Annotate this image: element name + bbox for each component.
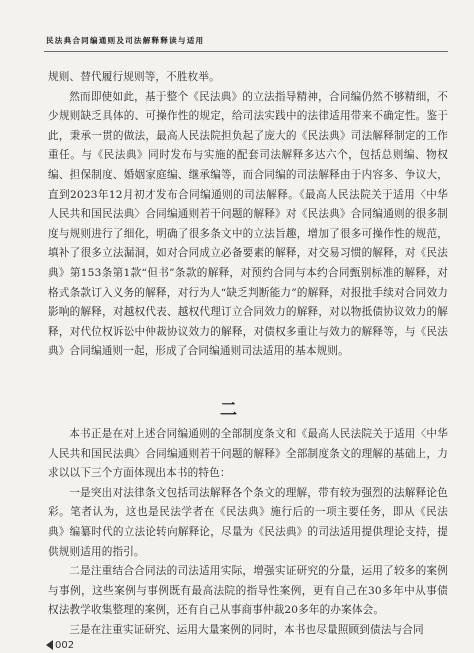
paragraph-feature-three: 三是在注重实证研究、运用大量案例的同时，本书也尽量照顾到债法与合同 bbox=[69, 623, 424, 636]
paragraph-feature-one: 一是突出对法律条文包括司法解释各个条文的理解，带有较为强烈的法解释论色彩。笔者认为，这也是民法学者在《民法典》施行后的一项主要任务，即从《民法典》编纂时代的立法论转向解释论，尽量为《民法典》的司法适用提供理论支持，提供规则适用的指引。 bbox=[48, 486, 448, 558]
page-number bbox=[46, 640, 74, 651]
page-number-text: 002 bbox=[55, 640, 75, 651]
text-block-upper bbox=[48, 68, 448, 362]
paragraph-feature-two: 二是注重结合合同法的司法适用实际，增强实证研究的分量，运用了较多的案例与事例，这些案例与事例既有最高法院的指导性案例，更有自己在30多年中从事债权法教学收集整理的案例，还有自己从事商事仲裁20多年的办案体会。 bbox=[48, 565, 448, 617]
text-block-lower bbox=[48, 425, 448, 641]
section-number: 二 bbox=[220, 400, 237, 420]
paragraph-continuation: 规则、替代履行规则等，不胜枚举。 bbox=[48, 71, 220, 83]
paragraph-judicial-interpretation: 然而即使如此，基于整个《民法典》的立法指导精神，合同编仍然不够精细，不少规则缺乏具体的、可操作性的规定，给司法实践中的法律适用带来不确定性。鉴于此，秉承一贯的做法，最高人民法院担负起了庞大的《民法典》司法解释制定的工作重任。与《民法典》同时发布与实施的配套司法解释多达六个，包括总则编、物权编、担保制度、婚姻家庭编、继承编等，而合同编的司法解释由于内容多、争议大，直到2023年12月初才发布合同编通则的司法解释。《最高人民法院关于适用〈中华人民共和国民法典〉合同编通则若干问题的解释》对《民法典》合同编通则的很多制度与规则进行了细化，明确了很多条文中的立法旨趣，增加了很多可操作性的规范，填补了很多立法漏洞，如对合同成立必备要素的解释，对交易习惯的解释，对《民法典》第153条第1款“但书”条款的解释，对预约合同与本约合同甄别标准的解释，对格式条款订入义务的解释，对行为人“缺乏判断能力”的解释，对报批手续对合同效力影响的解释，对越权代表、越权代理订立合同效力的解释，对以物抵债协议效力的解释，对代位权诉讼中仲裁协议效力的解释，对债权多重让与效力的解释等，与《民法典》合同编通则一起，形成了合同编通则司法适用的基本规则。 bbox=[48, 90, 448, 358]
paragraph-book-intro: 本书正是在对上述合同编通则的全部制度条文和《最高人民法院关于适用〈中华人民共和国民法典〉合同编通则若干问题的解释》全部制度条文的理解的基础上，力求以以下三个方面体现出本书的特色： bbox=[48, 428, 448, 480]
page-marker-icon bbox=[46, 640, 53, 650]
header-divider bbox=[44, 51, 448, 52]
running-header: 民法典合同编通则及司法解释释读与适用 bbox=[46, 36, 205, 45]
